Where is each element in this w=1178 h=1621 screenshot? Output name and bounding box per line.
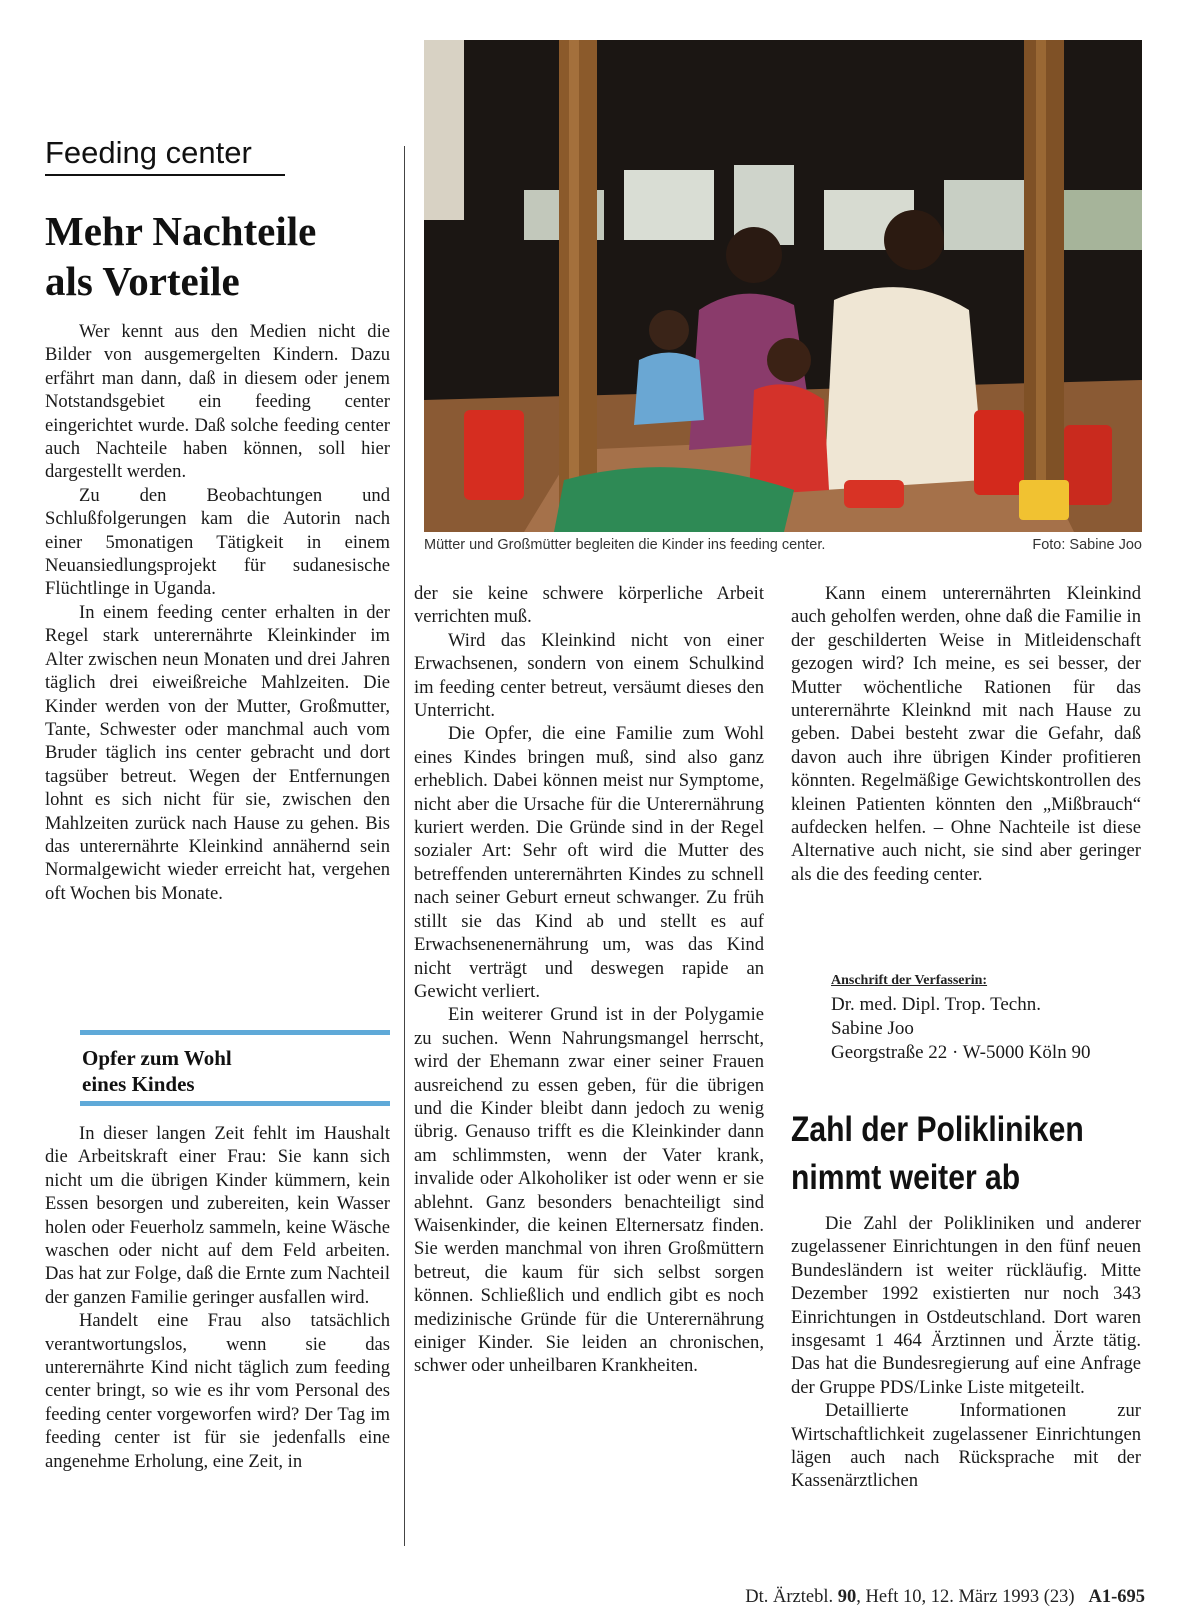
subheading xyxy=(82,1045,382,1097)
article-2-headline-line-1: Zahl der Polikliniken xyxy=(791,1110,1084,1149)
address-label: Anschrift der Verfasserin: xyxy=(831,973,988,988)
photo-caption-bar xyxy=(424,537,1142,553)
paragraph: Die Opfer, die eine Familie zum Wohl eines Kindes bringen muß, sind also ganz erheblich. Dabei können meist nur Symptome, nicht aber die Ursache für die Unterernährung kuriert werden. Die Gründe sind in der Regel sozialer Art: Sehr oft wird die Mutter des betreffenden unterernährten Kindes zu schnell nach seiner Geburt erneut schwanger. Zu früh stillt sie das Kind ab und stellt es auf Erwachsenenernährung um, was das Kind nicht verträgt und deswegen rapide an Gewicht verliert. xyxy=(414,723,764,1002)
feeding-center-photo xyxy=(424,40,1142,532)
column-1-text xyxy=(45,320,390,905)
photo-credit: Foto: Sabine Joo xyxy=(1032,537,1142,553)
footer-journal: Dt. Ärztebl. xyxy=(745,1587,834,1607)
column-2-text xyxy=(414,582,764,1378)
article-2-text xyxy=(791,1212,1141,1493)
subhead-bottom-rule xyxy=(80,1101,390,1106)
headline xyxy=(45,206,390,306)
paragraph: Kann einem unterernährten Kleinkind auch geholfen werden, ohne daß die Familie in der geschilderten Weise in Mitleidenschaft gezogen wird? Ich meine, es sei besser, der Mutter wöchentliche Rationen für das unterernährte Kleinknd mit nach Hause zu geben. Dabei besteht zwar die Gefahr, daß davon auch ihre übrigen Kinder profitieren könnten. Regelmäßige Gewichtskontrollen des kleinen Patienten könnten den „Mißbrauch“ aufdecken helfen. – Ohne Nachteile ist diese Alternative auch nicht, sie sind aber geringer als die des feeding center. xyxy=(791,583,1141,885)
headline-line-1: Mehr Nachteile xyxy=(45,208,317,254)
address-line-3: Georgstraße 22 · W-5000 Köln 90 xyxy=(831,1042,1091,1063)
paragraph: In einem feeding center erhalten in der Regel stark unterernährte Kleinkinder im Alter zwischen neun Monaten und drei Jahren täglich drei eiweißreiche Mahlzeiten. Die Kinder werden von der Mutter, Großmutter, Tante, Schwester oder manchmal auch vom Bruder täglich ins center gebracht und dort tagsüber betreut. Wegen der Entfernungen lohnt es sich nicht für sie, zwischen den Mahlzeiten zurück nach Hause zu gehen. Bis das unterernährte Kleinkind annähernd sein Normalgewicht wieder erreicht hat, vergehen oft Wochen bis Monate. xyxy=(45,601,390,904)
article-2-headline xyxy=(791,1106,1101,1202)
paragraph: Handelt eine Frau also tatsächlich verantwortungslos, wenn sie das unterernährte Kind nicht täglich zum feeding center bringt, so wie es ihr vom Personal des feeding center vorgeworfen wird? Der Tag im feeding center ist für sie jedenfalls eine angenehme Erholung, eine Zeit, in xyxy=(45,1310,390,1472)
kicker-label: Feeding center xyxy=(45,134,285,176)
paragraph: Wer kennt aus den Medien nicht die Bilder von ausgemergelten Kindern. Dazu erfährt man dann, daß in diesem oder jenem Notstandsgebiet ein feeding center eingerichtet wurde. Daß solche feeding center auch Nachteile haben können, soll hier dargestellt werden. xyxy=(45,321,390,483)
paragraph: der sie keine schwere körperliche Arbeit verrichten muß. xyxy=(414,583,764,628)
address-line-1: Dr. med. Dipl. Trop. Techn. xyxy=(831,994,1041,1015)
column-1b-text xyxy=(45,1122,390,1473)
subheading-line-2: eines Kindes xyxy=(82,1072,195,1096)
footer-volume: 90 xyxy=(837,1587,857,1607)
paragraph: Wird das Kleinkind nicht von einer Erwachsenen, sondern von einem Schulkind im feeding center betreut, versäumt dieses den Unterricht. xyxy=(414,629,764,722)
paragraph: In dieser langen Zeit fehlt im Haushalt die Arbeitskraft einer Frau: Sie kann sich nicht um die übrigen Kinder kümmern, kein Essen besorgen und zubereiten, kein Wasser holen oder Feuerholz sammeln, keine Wäsche waschen oder nicht auf dem Feld arbeiten. Das hat zur Folge, daß die Ernte zum Nachteil der ganzen Familie geringer ausfallen wird. xyxy=(45,1123,390,1308)
subhead-top-rule xyxy=(80,1030,390,1035)
footer-page-number: A1-695 xyxy=(1088,1587,1145,1607)
article-2-headline-line-2: nimmt weiter ab xyxy=(791,1158,1021,1197)
column-3-text xyxy=(791,582,1141,886)
subheading-line-1: Opfer zum Wohl xyxy=(82,1046,232,1070)
photo-caption: Mütter und Großmütter begleiten die Kinder ins feeding center. xyxy=(424,537,826,553)
paragraph: Detaillierte Informationen zur Wirtschaftlichkeit zugelassener Einrichtungen lägen auch nach Rücksprache mit der Kassenärztlichen xyxy=(791,1400,1141,1492)
paragraph: Zu den Beobachtungen und Schlußfolgerungen kam die Autorin nach einer 5monatigen Tätigkeit in einem Neuansiedlungsprojekt für sudanesische Flüchtlinge in Uganda. xyxy=(45,484,390,600)
page-footer xyxy=(640,1587,1145,1608)
column-divider xyxy=(404,146,405,1546)
headline-line-2: als Vorteile xyxy=(45,258,240,304)
footer-issue: , Heft 10, 12. März 1993 (23) xyxy=(856,1587,1075,1607)
address-line-2: Sabine Joo xyxy=(831,1018,914,1039)
paragraph: Die Zahl der Polikliniken und anderer zugelassener Einrichtungen in den fünf neuen Bundesländern ist weiter rückläufig. Mitte Dezember 1992 existierten nur noch 343 Einrichtungen in Ostdeutschland. Dort waren insgesamt 1 464 Ärztinnen und Ärzte tätig. Das hat die Bundesregierung auf eine Anfrage der Gruppe PDS/Linke Liste mitgeteilt. xyxy=(791,1213,1141,1398)
paragraph: Ein weiterer Grund ist in der Polygamie zu suchen. Wenn Nahrungsmangel herrscht, wird der Ehemann zwar einer seiner Frauen ausreichend zu essen geben, für die übrigen und die Kinder bleibt dann jedoch zu wenig übrig. Genauso trifft es die Kleinkinder dann am schlimmsten, wenn der Vater krank, invalide oder Alkoholiker ist oder wenn er sie ablehnt. Ganz besonders benachteiligt sind Waisenkinder, die keinen Elternersatz finden. Sie werden manchmal von ihren Großmüttern betreut, die kaum für sich selbst sorgen können. Schließlich und endlich gibt es noch medizinische Gründe für die Unterernährung einiger Kinder. Sie leiden an chronischen, schwer oder unheilbaren Krankheiten. xyxy=(414,1004,764,1377)
